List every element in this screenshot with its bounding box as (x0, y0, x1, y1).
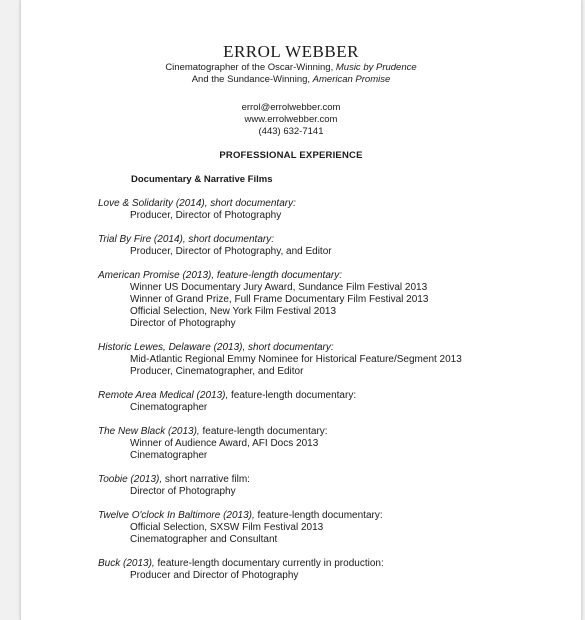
experience-entry (98, 510, 568, 546)
entry-detail: Winner of Grand Prize, Full Frame Documentary Film Festival 2013 (130, 294, 429, 305)
entry-film-type: feature-length documentary currently in production: (154, 558, 384, 569)
entry-detail: Cinematographer (130, 402, 208, 413)
contact-block (21, 102, 561, 138)
experience-entry (98, 270, 568, 330)
entry-detail: Director of Photography (130, 486, 236, 497)
entry-title (98, 474, 568, 486)
entry-title (98, 270, 568, 282)
resume-header (21, 42, 561, 138)
entry-detail: Cinematographer and Consultant (130, 534, 278, 545)
entry-film-title: American Promise (2013), feature-length documentary: (98, 270, 343, 281)
experience-entry (98, 474, 568, 498)
experience-entry (98, 234, 568, 258)
entry-film-title: The New Black (2013), (98, 426, 200, 437)
entry-film-type: feature-length documentary: (199, 426, 328, 437)
entry-detail: Winner US Documentary Jury Award, Sundance Film Festival 2013 (130, 282, 428, 293)
contact-website: www.errolwebber.com (244, 114, 338, 125)
tagline-2-prefix: And the Sundance-Winning, (191, 74, 313, 85)
entry-title (98, 426, 568, 438)
experience-entry (98, 198, 568, 222)
entry-film-type: feature-length documentary: (228, 390, 357, 401)
experience-entry (98, 390, 568, 414)
contact-email: errol@errolwebber.com (241, 102, 341, 113)
entry-title (98, 198, 568, 210)
entry-film-title: Remote Area Medical (2013), (98, 390, 229, 401)
entry-film-type: short narrative film: (162, 474, 250, 485)
entry-detail: Producer and Director of Photography (130, 570, 299, 581)
experience-entry (98, 558, 568, 582)
entry-detail: Winner of Audience Award, AFI Docs 2013 (130, 438, 319, 449)
entry-film-type: feature-length documentary: (254, 510, 383, 521)
entry-detail: Director of Photography (130, 318, 236, 329)
contact-phone: (443) 632-7141 (258, 126, 324, 137)
experience-entry (98, 426, 568, 462)
tagline-1-film: Music by Prudence (335, 62, 417, 73)
section-title: PROFESSIONAL EXPERIENCE (219, 150, 363, 161)
entry-detail: Producer, Director of Photography, and Editor (130, 246, 332, 257)
entry-detail: Producer, Cinematographer, and Editor (130, 366, 304, 377)
entry-title (98, 510, 568, 522)
entry-detail: Cinematographer (130, 450, 208, 461)
subsection-title: Documentary & Narrative Films (131, 174, 273, 185)
entry-detail: Official Selection, New York Film Festival 2013 (130, 306, 337, 317)
tagline-2-film: American Promise (312, 74, 391, 85)
entry-detail: Producer, Director of Photography (130, 210, 282, 221)
entry-film-title: Love & Solidarity (2014), short documentary: (98, 198, 296, 209)
tagline-line-2 (21, 74, 561, 86)
resume-name: ERROL WEBBER (223, 42, 359, 61)
entry-film-title: Trial By Fire (2014), short documentary: (98, 234, 274, 245)
entry-detail: Official Selection, SXSW Film Festival 2013 (130, 522, 324, 533)
tagline-line-1 (21, 62, 561, 74)
entry-film-title: Buck (2013), (98, 558, 155, 569)
entry-title (98, 390, 568, 402)
entry-title (98, 234, 568, 246)
entry-detail: Mid-Atlantic Regional Emmy Nominee for Historical Feature/Segment 2013 (130, 354, 462, 365)
entry-film-title: Twelve O'clock In Baltimore (2013), (98, 510, 255, 521)
tagline-1-prefix: Cinematographer of the Oscar-Winning, (165, 62, 336, 73)
experience-entry (98, 342, 568, 378)
entry-film-title: Toobie (2013), (98, 474, 163, 485)
resume-page (20, 0, 582, 620)
entry-title (98, 558, 568, 570)
entry-film-title: Historic Lewes, Delaware (2013), short documentary: (98, 342, 334, 353)
experience-list (98, 198, 568, 594)
entry-title (98, 342, 568, 354)
